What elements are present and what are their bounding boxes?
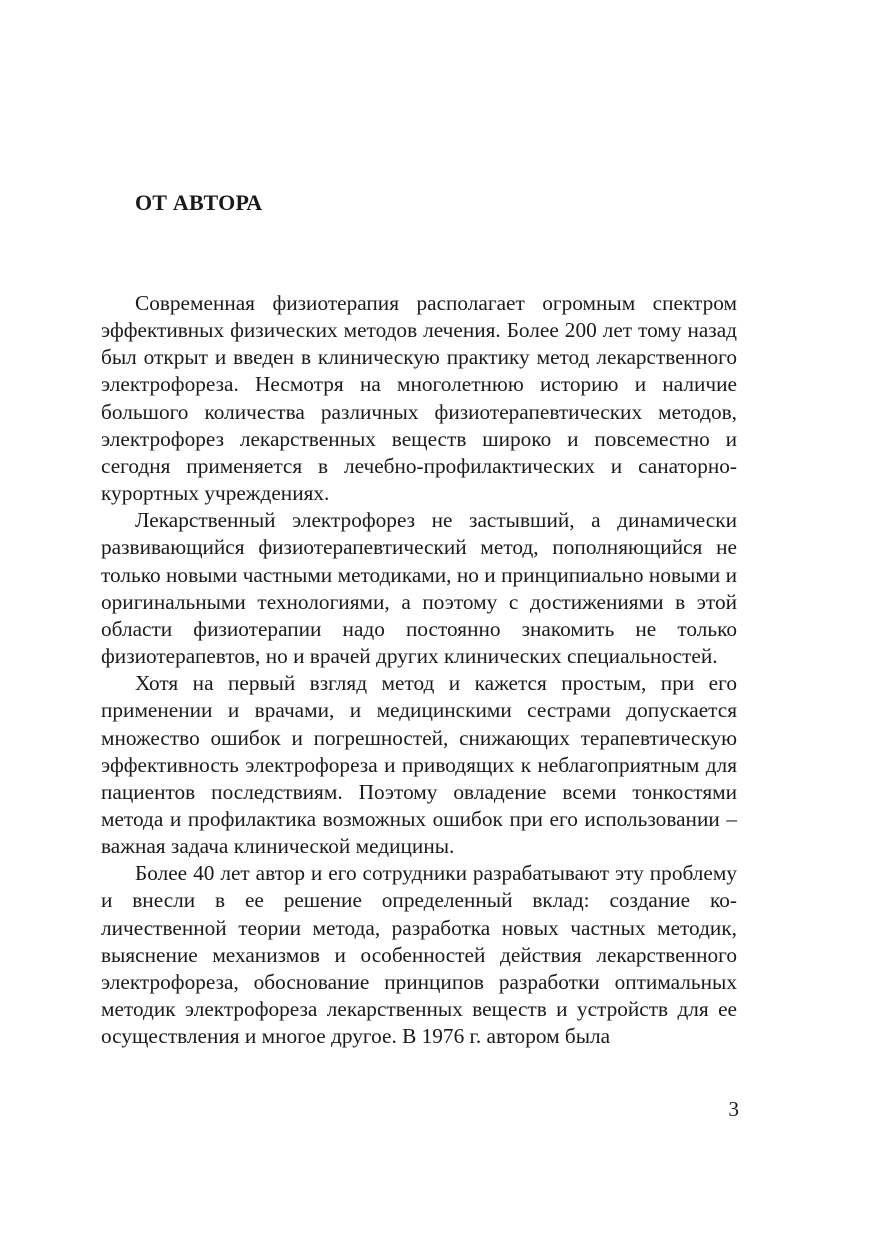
paragraph-1: Современная физиотерапия располагает огромным спектром эффективных физических методов лечения. Более 200 лет тому назад был открыт и введен в клиническую практику метод лекарственного электрофореза. Несмотря на многолетнюю историю и наличие большого количества различных физиотерапевтических методов, электрофорез лекарственных веществ широко и повсеместно и сегодня применяется в лечебно-профилактических и санаторно-курортных учреждениях. [101, 291, 737, 506]
paragraph-4: Более 40 лет автор и его сотрудники разрабатывают эту проблему и внесли в ее решение определенный вклад: создание количественной теории метода, разработка новых частных методик, выяснение механизмов и особенностей действия лекарственного электрофореза, обоснование принципов разработки оптимальных методик электрофореза лекарственных веществ и устройств для ее осуществления и многое другое. В 1976 г. автором была [101, 861, 737, 1049]
paragraph-2: Лекарственный электрофорез не застывший, а динамически развивающийся физиотерапевтический метод, пополняющийся не только новыми частными методиками, но и принципиально новыми и оригинальными технологиями, а поэтому с достижениями в этой области физиотерапии надо постоянно знакомить не только физиотерапевтов, но и врачей других клинических специальностей. [101, 508, 737, 669]
body-text [101, 290, 737, 1050]
page-number: 3 [728, 1097, 739, 1121]
paragraph-3: Хотя на первый взгляд метод и кажется простым, при его применении и врачами, и медицинскими сестрами допускается множество ошибок и погрешностей, снижающих терапевтическую эффективность электрофореза и приводящих к неблагоприятным для пациентов последствиям. Поэтому овладение всеми тонкостями метода и профилактика возможных ошибок при его использовании – важная задача клинической медицины. [101, 671, 737, 859]
page-heading: ОТ АВТОРА [135, 190, 263, 215]
